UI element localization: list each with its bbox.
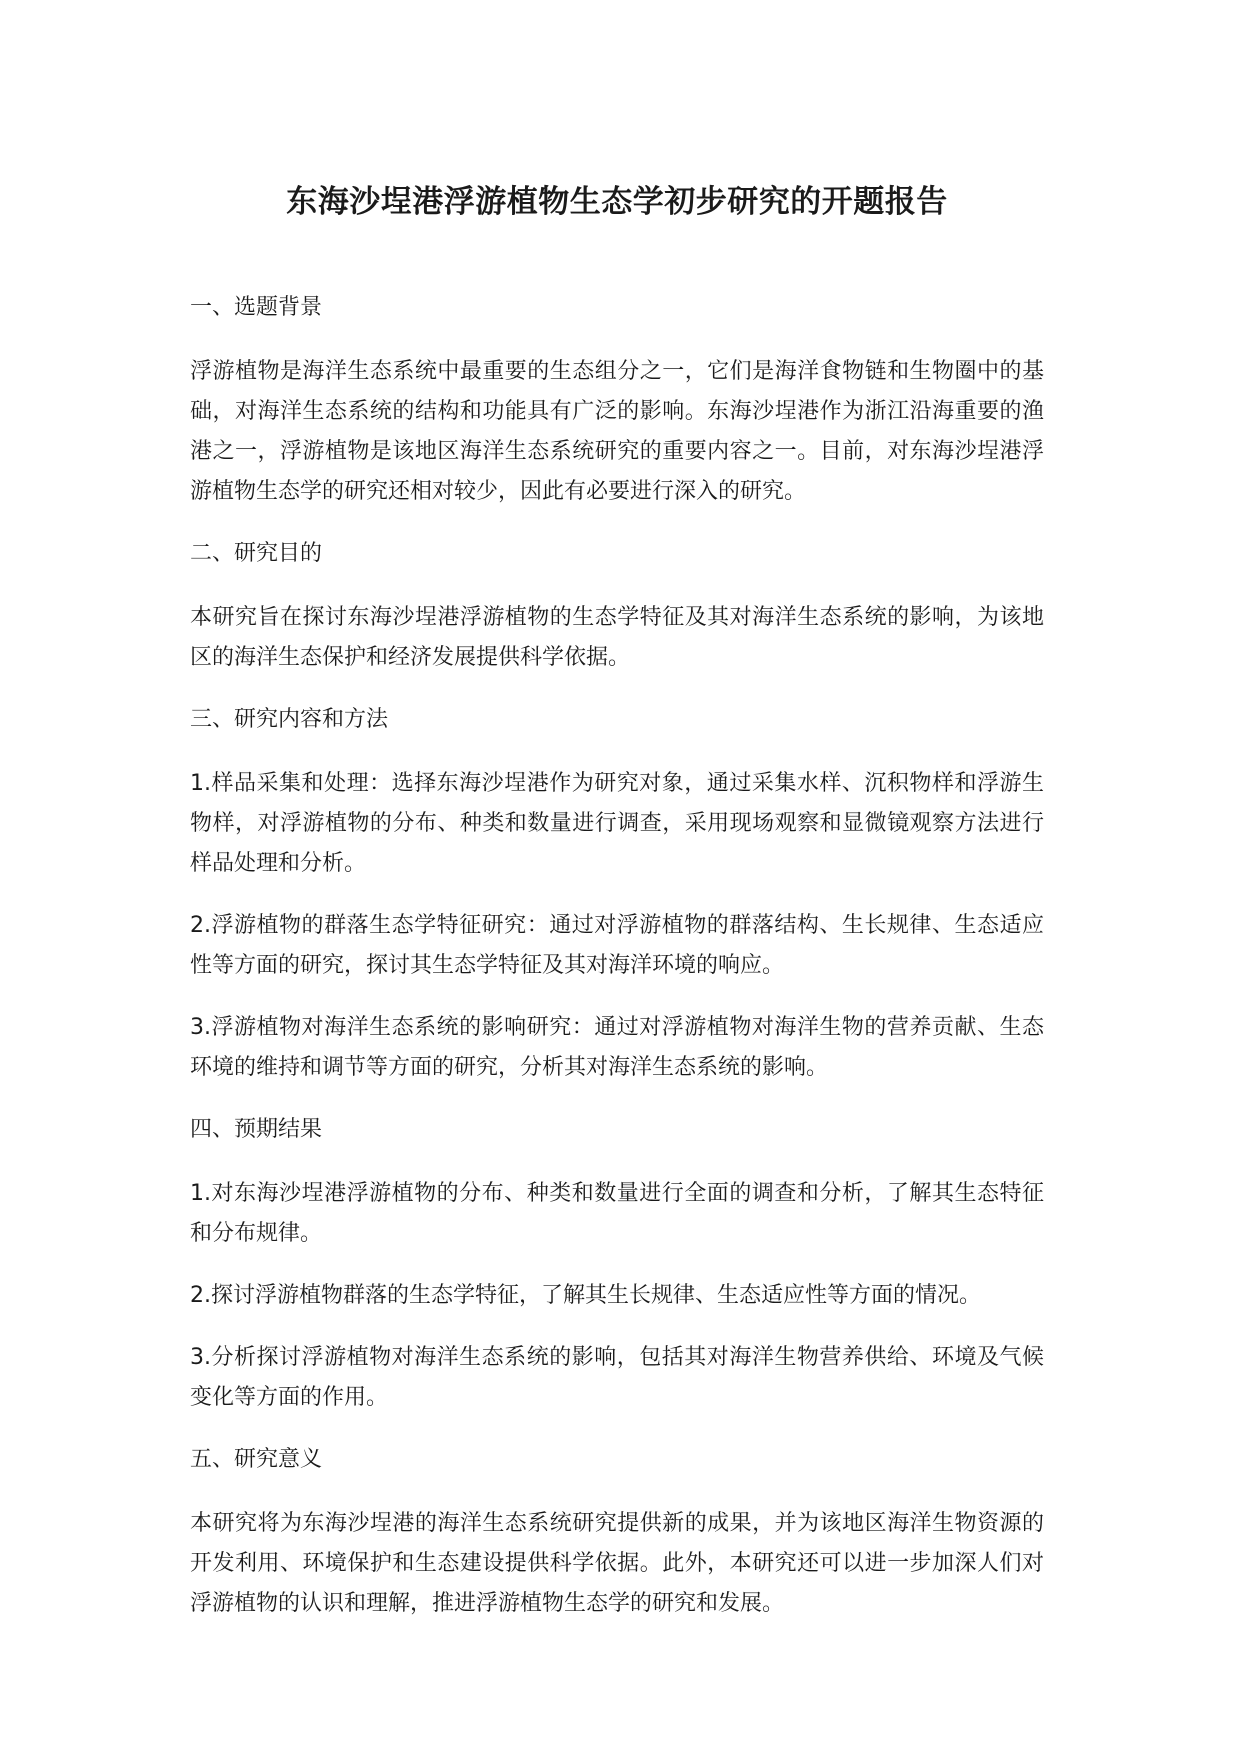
paragraph: 本研究将为东海沙埕港的海洋生态系统研究提供新的成果，并为该地区海洋生物资源的开发利用、环境保护和生态建设提供科学依据。此外，本研究还可以进一步加深人们对浮游植物的认识和理解，推进浮游植物生态学的研究和发展。 xyxy=(190,1511,1044,1616)
paragraph: 本研究旨在探讨东海沙埕港浮游植物的生态学特征及其对海洋生态系统的影响，为该地区的海洋生态保护和经济发展提供科学依据。 xyxy=(190,605,1044,670)
paragraph: 浮游植物是海洋生态系统中最重要的生态组分之一，它们是海洋食物链和生物圈中的基础，对海洋生态系统的结构和功能具有广泛的影响。东海沙埕港作为浙江沿海重要的渔港之一，浮游植物是该地区海洋生态系统研究的重要内容之一。目前，对东海沙埕港浮游植物生态学的研究还相对较少，因此有必要进行深入的研究。 xyxy=(190,359,1044,504)
section-heading-background: 一、选题背景 xyxy=(190,295,323,320)
section-heading-purpose: 二、研究目的 xyxy=(190,541,323,566)
paragraph: 1.对东海沙埕港浮游植物的分布、种类和数量进行全面的调查和分析，了解其生态特征和分布规律。 xyxy=(190,1181,1044,1246)
section-heading-content-methods: 三、研究内容和方法 xyxy=(190,707,389,732)
document-body xyxy=(190,288,1044,1624)
section-heading-significance: 五、研究意义 xyxy=(190,1447,323,1472)
paragraph: 3.分析探讨浮游植物对海洋生态系统的影响，包括其对海洋生物营养供给、环境及气候变化等方面的作用。 xyxy=(190,1345,1044,1410)
section-heading-expected-results: 四、预期结果 xyxy=(190,1117,323,1142)
document-title: 东海沙埕港浮游植物生态学初步研究的开题报告 xyxy=(286,184,948,220)
paragraph: 1.样品采集和处理：选择东海沙埕港作为研究对象，通过采集水样、沉积物样和浮游生物样，对浮游植物的分布、种类和数量进行调查，采用现场观察和显微镜观察方法进行样品处理和分析。 xyxy=(190,771,1044,876)
paragraph: 3.浮游植物对海洋生态系统的影响研究：通过对浮游植物对海洋生物的营养贡献、生态环境的维持和调节等方面的研究，分析其对海洋生态系统的影响。 xyxy=(190,1015,1044,1080)
paragraph: 2.探讨浮游植物群落的生态学特征，了解其生长规律、生态适应性等方面的情况。 xyxy=(190,1283,981,1308)
paragraph: 2.浮游植物的群落生态学特征研究：通过对浮游植物的群落结构、生长规律、生态适应性等方面的研究，探讨其生态学特征及其对海洋环境的响应。 xyxy=(190,913,1044,978)
